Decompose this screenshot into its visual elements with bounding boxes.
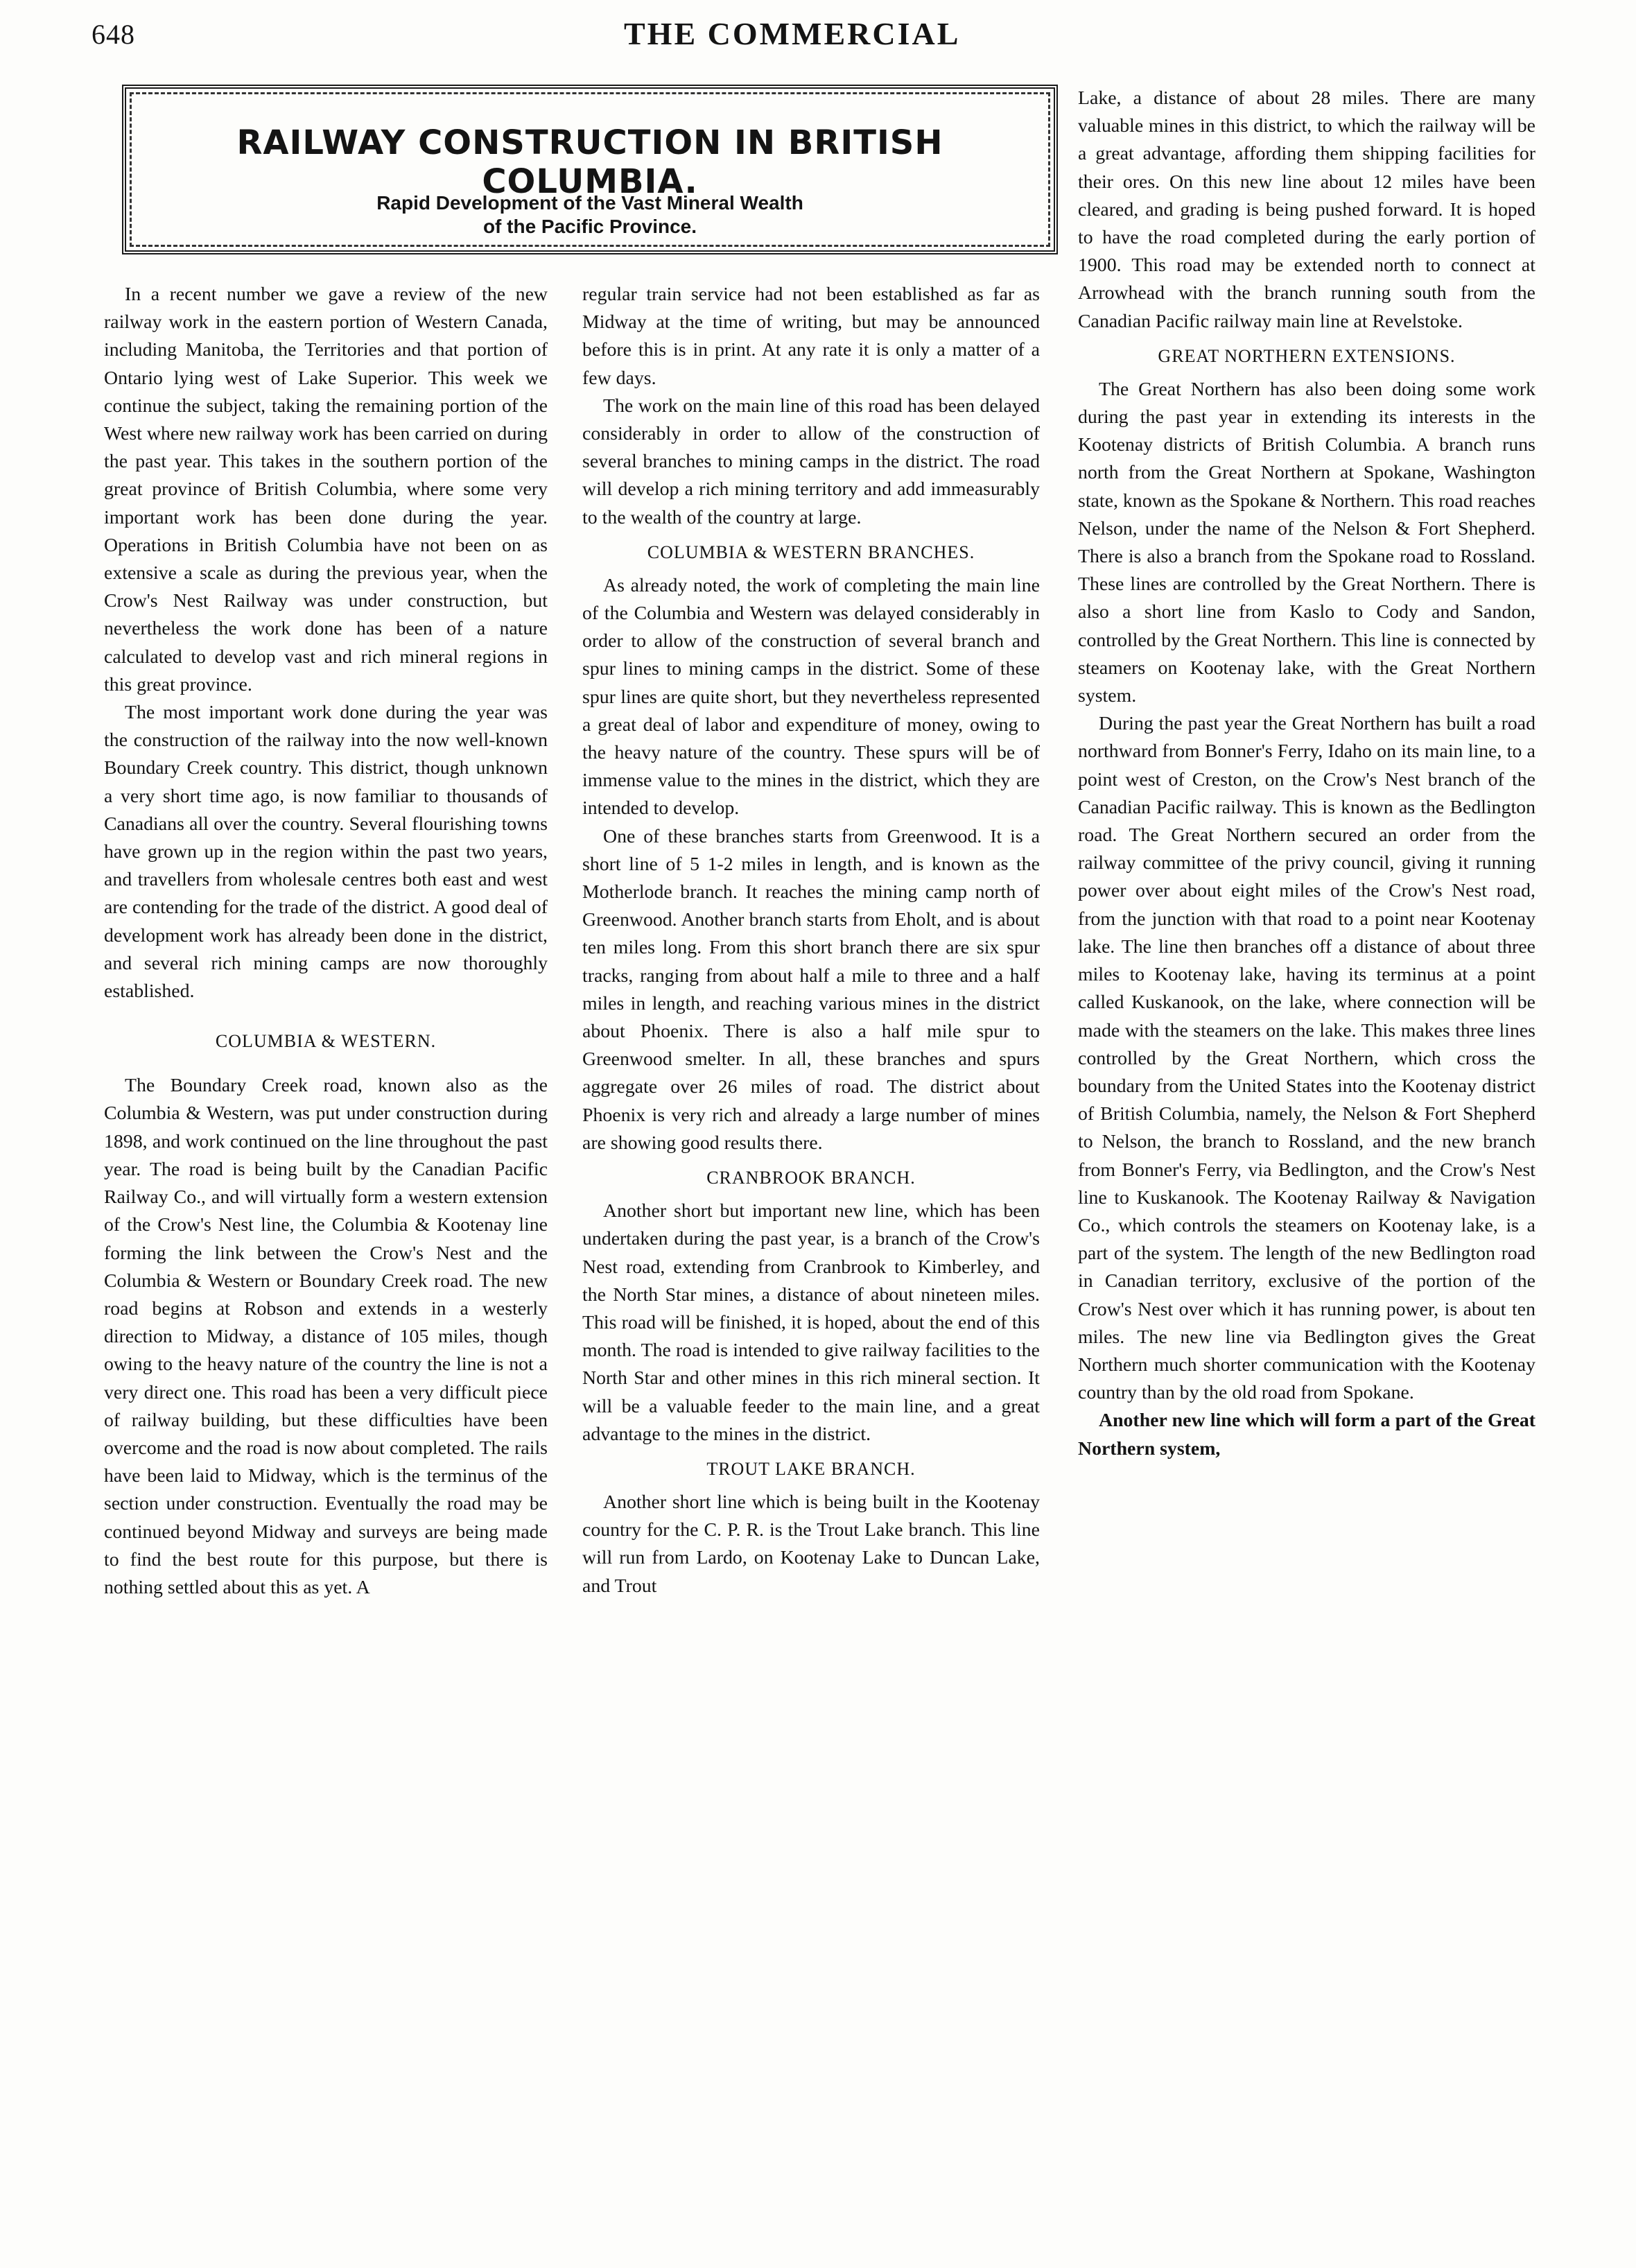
paragraph: In a recent number we gave a review of the new railway work in the eastern portion of Western Canada, including Manitoba, the Territories and that portion of Ontario lying west of Lake Superior. This week we continue the subject, taking the remaining portion of the West where new railway work has been carried on during the past year. This takes in the southern portion of the great province of British Columbia, where some very important work has been done during the year. Operations in British Columbia have not been on as extensive a scale as during the previous year, when the Crow's Nest Railway was under construction, but nevertheless the work done has been of a nature calculated to develop vast and rich mineral regions in this great province. [104,284,548,695]
section-heading-columbia-western-branches: COLUMBIA & WESTERN BRANCHES. [647,542,975,562]
page-number: 648 [92,19,135,50]
article-subtitle [126,191,1054,239]
article-subtitle-line-1: Rapid Development of the Vast Mineral Wealth [376,192,803,214]
paragraph: The Great Northern has also been doing some work during the past year in extending its interests in the Kootenay districts of British Columbia. A branch runs north from the Great Northern at Spokane, Washington state, known as the Spokane & Northern. This road reaches Nelson, under the name of the Nelson & Fort Shepherd. There is also a branch from the Spokane road to Rossland. These lines are controlled by the Great Northern. There is also a short line from Kaslo to Cody and Sandon, controlled by the Great Northern. This line is connected by steamers on Kootenay lake, with the Great Northern system. [1078,378,1535,707]
section-heading-columbia-western: COLUMBIA & WESTERN. [215,1031,437,1052]
publication-masthead: THE COMMERCIAL [624,16,961,51]
paragraph: The work on the main line of this road has been delayed considerably in order to allow of the construction of several branches to mining camps in the district. The road will develop a rich mining territory and add immeasurably to the wealth of the country at large. [582,395,1040,528]
paragraph: One of these branches starts from Greenwood. It is a short line of 5 1-2 miles in length, and is known as the Motherlode branch. It reaches the mining camp north of Greenwood. Another branch starts from Eholt, and is about ten miles long. From this short branch there are six spur tracks, ranging from about half a mile to three and a half miles in length, and reaching various mines in the district about Phoenix. There is also a half mile spur to Greenwood smelter. In all, these branches and spurs aggregate over 26 miles of road. The district about Phoenix is very rich and already a large number of mines are showing good results there. [582,825,1040,1154]
article-title: RAILWAY CONSTRUCTION IN BRITISH COLUMBIA. [236,123,943,201]
article-column-2 [582,281,1040,1600]
paragraph: The most important work done during the year was the construction of the railway into the now well-known Boundary Creek country. This district, though unknown a very short time ago, is now familiar to thousands of Canadians all over the country. Several flourishing towns have grown up in the region within the past two years, and travellers from wholesale centres both east and west are contending for the trade of the district. A good deal of development work has already been done in the district, and several rich mining camps are now thoroughly established. [104,702,548,1003]
article-column-3 [1078,85,1535,1463]
paragraph: During the past year the Great Northern has built a road northward from Bonner's Ferry, Idaho on its main line, to a point west of Creston, on the Crow's Nest branch of the Canadian Pacific railway. This is known as the Bedlington road. The Great Northern secured an order from the railway committee of the privy council, giving it running power over about eight miles of the Crow's Nest road, from the junction with that road to a point near Kootenay lake. The line then branches off a distance of about three miles to Kootenay lake, having its terminus at a point called Kuskanook, on the lake, where connection will be made with the steamers on the lake. This makes three lines controlled by the Great Northern, which cross the boundary from the United States into the Kootenay district of British Columbia, namely, the Nelson & Fort Shepherd to Nelson, the branch to Rossland, and the new branch from Bonner's Ferry, via Bedlington, and the Crow's Nest line to Kuskanook. The Kootenay Railway & Navigation Co., which controls the steamers on Kootenay lake, is a part of the system. The length of the new Bedlington road in Canadian territory, exclusive of the portion of the Crow's Nest over which it has running power, is about ten miles. The new line via Bedlington gives the Great Northern much shorter communication with the Kootenay country than by the old road from Spokane. [1078,713,1535,1404]
paragraph-final: Another new line which will form a part of the Great Northern system, [1078,1410,1535,1460]
paragraph-continued: Lake, a distance of about 28 miles. There are many valuable mines in this district, to which the railway will be a great advantage, affording them shipping facilities for their ores. On this new line about 12 miles have been cleared, and grading is being pushed forward. It is hoped to have the road completed during the early portion of 1900. This road may be extended north to connect at Arrowhead with the branch running south from the Canadian Pacific railway main line at Revelstoke. [1078,87,1535,332]
paragraph: Another short but important new line, which has been undertaken during the past year, is a branch of the Crow's Nest road, extending from Cranbrook to Kimberley, and the North Star mines, a distance of about nineteen miles. This road will be finished, it is hoped, about the end of this month. The road is intended to give railway facilities to the North Star and other mines in this rich mineral section. It will be a valuable feeder to the main line, and a great advantage to the mines in the district. [582,1200,1040,1445]
section-heading-trout-lake-branch: TROUT LAKE BRANCH. [706,1458,916,1479]
section-heading-great-northern-extensions: GREAT NORTHERN EXTENSIONS. [1158,345,1456,366]
paragraph: Another short line which is being built in the Kootenay country for the C. P. R. is the Trout Lake branch. This line will run from Lardo, on Kootenay Lake to Duncan Lake, and Trout [582,1491,1040,1597]
article-title-box [122,85,1058,254]
paragraph-continued: regular train service had not been established as far as Midway at the time of writing, but may be announced before this is in print. At any rate it is only a matter of a few days. [582,284,1040,389]
paragraph: As already noted, the work of completing the main line of the Columbia and Western was delayed considerably in order to allow of the construction of several branch and spur lines to mining camps in the district. Some of these spur lines are quite short, but they nevertheless represented a great deal of labor and expenditure of money, owing to the heavy nature of the country. These spurs will be of immense value to the mines in the district, which they are intended to develop. [582,574,1040,820]
article-subtitle-line-2: of the Pacific Province. [482,216,697,237]
paragraph: The Boundary Creek road, known also as the Columbia & Western, was put under construction during 1898, and work continued on the line throughout the past year. The road is being built by the Canadian Pacific Railway Co., and will virtually form a western extension of the Crow's Nest line, the Columbia & Kootenay line forming the link between the Crow's Nest and the Columbia & Western or Boundary Creek road. The new road begins at Robson and extends in a westerly direction to Midway, a distance of 105 miles, though owing to the heavy nature of the country the line is not a very direct one. This road has been a very difficult piece of railway building, but these difficulties have been overcome and the road is now about completed. The rails have been laid to Midway, which is the terminus of the section under construction. Eventually the road may be continued beyond Midway and surveys are being made to find the best route for this purpose, but there is nothing settled about this as yet. A [104,1075,548,1598]
article-column-1 [104,281,548,1602]
section-heading-cranbrook-branch: CRANBROOK BRANCH. [706,1168,916,1188]
